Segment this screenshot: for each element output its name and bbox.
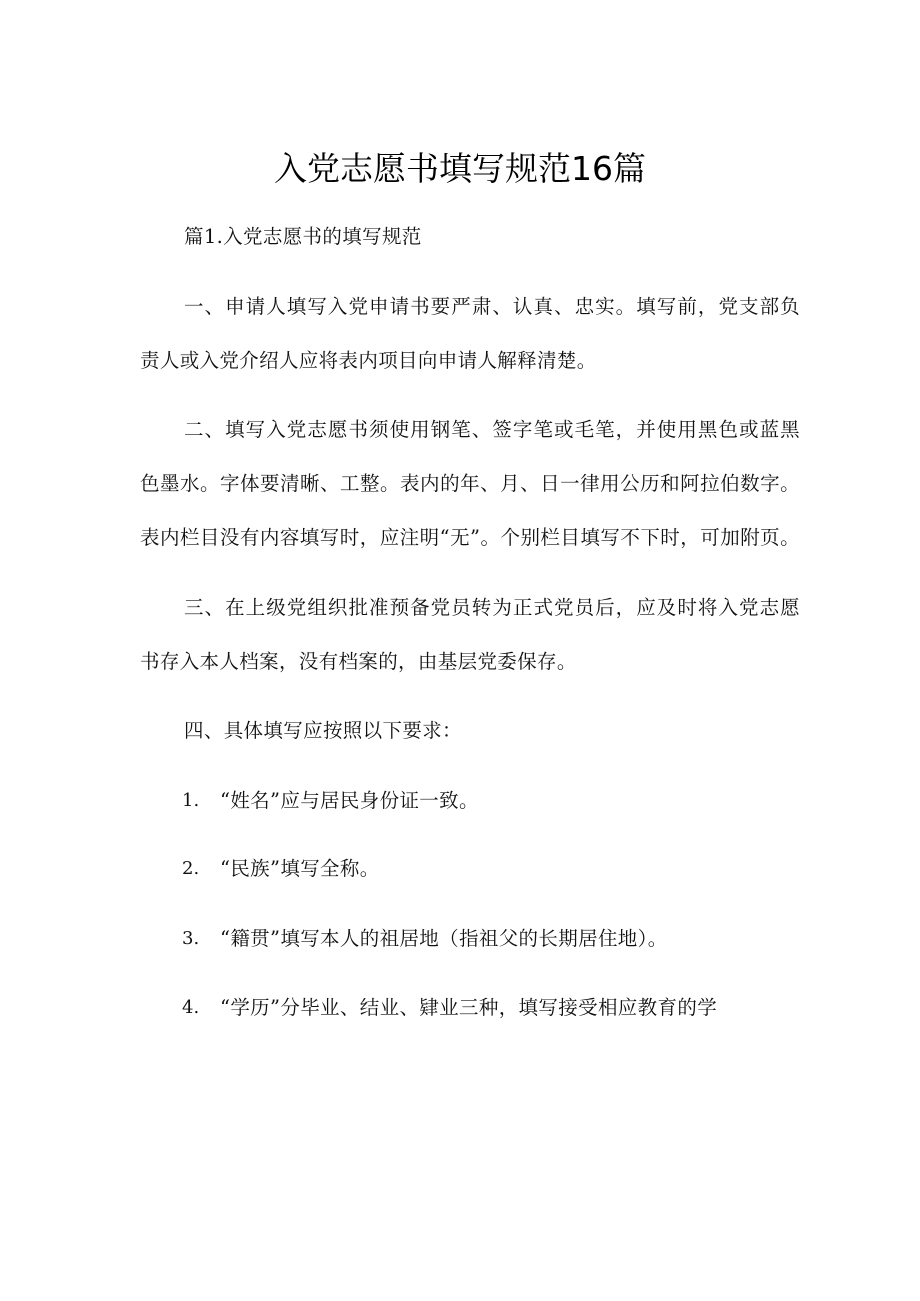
section-heading: 篇1.入党志愿书的填写规范 [184,225,422,248]
list-item-number: 3. [182,928,200,949]
list-item-number: 2. [182,858,200,879]
paragraph-line: 表内栏目没有内容填写时，应注明“无”。个别栏目填写不下时，可加附页。 [140,526,800,549]
paragraph-line: 色墨水。字体要清晰、工整。表内的年、月、日一律用公历和阿拉伯数字。 [140,472,800,495]
paragraph-line: 责人或入党介绍人应将表内项目向申请人解释清楚。 [140,349,597,372]
list-item-text: “姓名”应与居民身份证一致。 [220,789,479,812]
list-item-text: “民族”填写全称。 [220,857,380,880]
document-title: 入党志愿书填写规范16篇 [274,149,646,188]
list-item-number: 1. [182,790,200,811]
list-item-number: 4. [182,997,200,1018]
list-item-text: “学历”分毕业、结业、肄业三种，填写接受相应教育的学 [220,996,718,1019]
paragraph-line: 四、具体填写应按照以下要求： [184,719,462,742]
paragraph-line: 书存入本人档案，没有档案的，由基层党委保存。 [140,650,577,673]
paragraph-line: 二、填写入党志愿书须使用钢笔、签字笔或毛笔，并使用黑色或蓝黑 [184,418,800,441]
list-item-text: “籍贯”填写本人的祖居地（指祖父的长期居住地）。 [220,927,668,950]
paragraph-line: 三、在上级党组织批准预备党员转为正式党员后，应及时将入党志愿 [184,596,800,619]
paragraph-line: 一、申请人填写入党申请书要严肃、认真、忠实。填写前，党支部负 [184,295,800,318]
